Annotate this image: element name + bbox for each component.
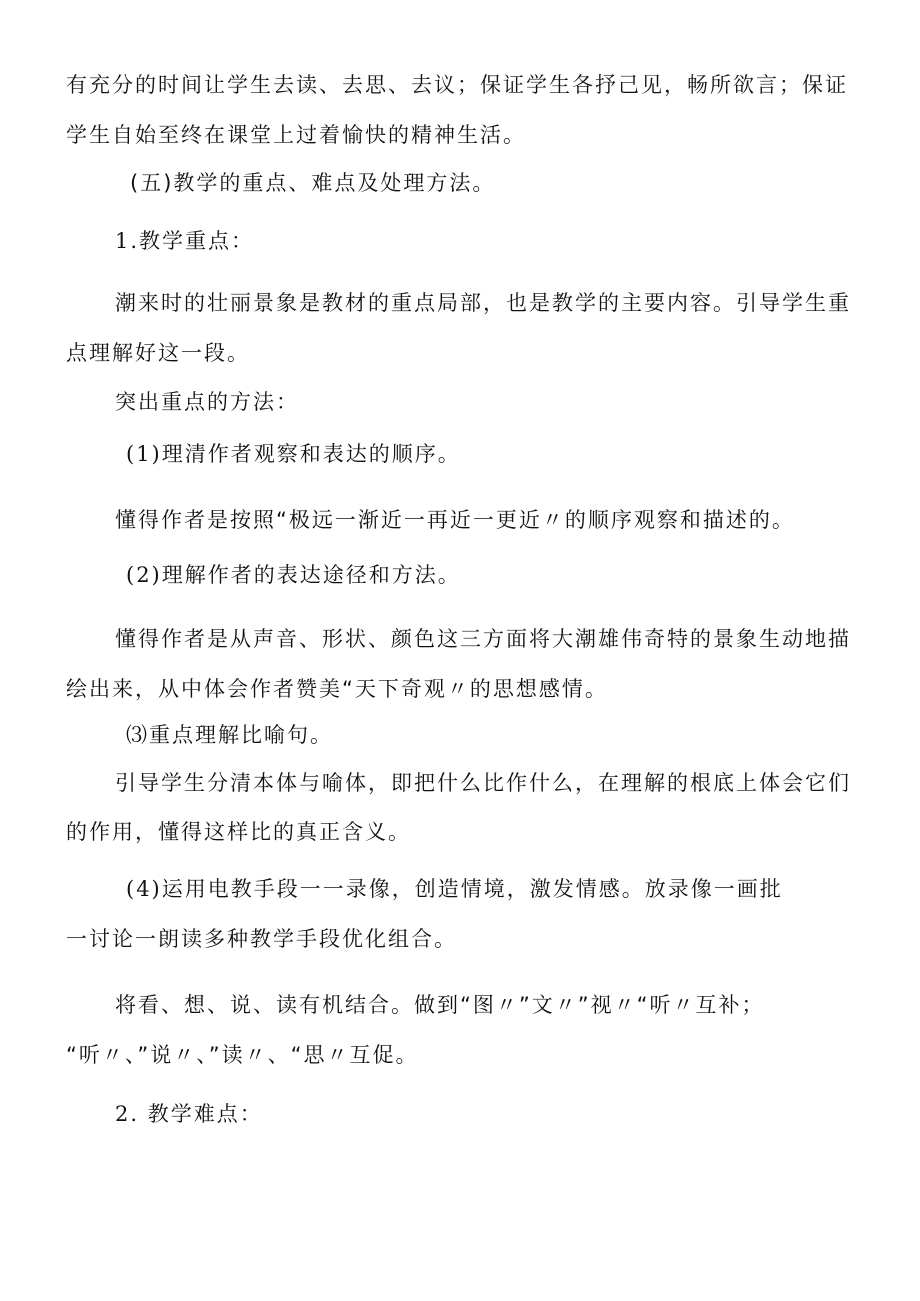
text-line-17: 一讨论一朗读多种教学手段优化组合。 xyxy=(66,927,457,951)
list-item-2: (2)理解作者的表达途径和方法。 xyxy=(126,563,461,587)
subheading-teaching-difficulty: 2. 教学难点： xyxy=(115,1102,263,1126)
text-line-2: 学生自始至终在课堂上过着愉快的精神生活。 xyxy=(66,123,526,147)
text-line-7: 突出重点的方法： xyxy=(115,390,299,414)
text-line-14: 引导学生分清本体与喻体，即把什么比作什么，在理解的根底上体会它们 xyxy=(115,771,851,795)
text-line-1: 有充分的时间让学生去读、去思、去议；保证学生各抒己见，畅所欲言；保证 xyxy=(66,73,848,97)
text-line-5: 潮来时的壮丽景象是教材的重点局部，也是教学的主要内容。引导学生重 xyxy=(115,291,851,315)
text-line-11: 懂得作者是从声音、形状、颜色这三方面将大潮雄伟奇特的景象生动地描 xyxy=(115,627,851,651)
text-line-15: 的作用，懂得这样比的真正含义。 xyxy=(66,820,411,844)
list-item-4: (4)运用电教手段一一录像，创造情境，激发情感。放录像一画批 xyxy=(126,877,783,901)
text-line-9: 懂得作者是按照“极远一渐近一再近一更近〃的顺序观察和描述的。 xyxy=(115,508,795,532)
subheading-teaching-focus: 1.教学重点： xyxy=(115,229,255,253)
text-line-6: 点理解好这一段。 xyxy=(66,341,250,365)
text-line-18: 将看、想、说、读有机结合。做到“图〃”文〃”视〃“听〃互补； xyxy=(115,993,765,1017)
text-line-19: “听〃、”说〃、”读〃、“思〃互促。 xyxy=(66,1043,419,1067)
text-line-12: 绘出来，从中体会作者赞美“天下奇观〃的思想感情。 xyxy=(66,677,608,701)
list-item-1: (1)理清作者观察和表达的顺序。 xyxy=(126,442,461,466)
section-heading-5: (五)教学的重点、难点及处理方法。 xyxy=(130,171,496,195)
list-item-3: ⑶重点理解比喻句。 xyxy=(126,723,333,747)
